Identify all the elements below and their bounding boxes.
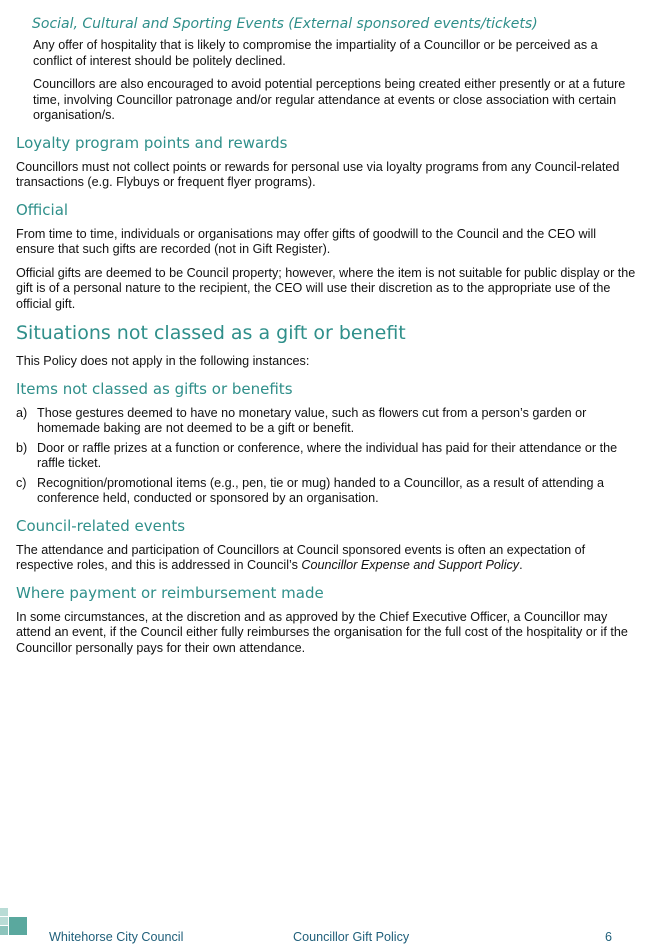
heading-loyalty: Loyalty program points and rewards [16,133,288,152]
events-paragraph [16,543,636,574]
footer-organisation: Whitehorse City Council [49,930,184,944]
council-logo-icon [0,908,28,938]
list-item [16,406,636,437]
events-text-end: . [519,558,523,572]
list-item-text: Those gestures deemed to have no monetary value, such as flowers cut from a person’s garden or homemade baking are not deemed to be a gift or benefit. [37,405,587,435]
footer-page-number: 6 [605,930,613,944]
items-list [16,406,636,507]
list-item-text: Recognition/promotional items (e.g., pen, tie or mug) handed to a Councillor, as a result of attending a conference held, conducted or sponsored by an organisation. [37,475,605,505]
heading-official: Official [16,200,69,219]
heading-payment: Where payment or reimbursement made [16,583,324,602]
list-item-text: Door or raffle prizes at a function or conference, where the individual has paid for their attendance or the raffle ticket. [37,440,618,470]
policy-reference: Councillor Expense and Support Policy [301,558,520,572]
official-paragraph-2: Official gifts are deemed to be Council property; however, where the item is not suitable for public display or the gift is of a personal nature to the recipient, the CEO will use their discretion as to the appropriate use of the official gift. [16,265,636,311]
list-marker: b) [16,440,28,455]
payment-paragraph: In some circumstances, at the discretion and as approved by the Chief Executive Officer, a Councillor may attend an event, if the Council either fully reimburses the organisation for the full cost of the hospitality or if the Councillor personally pays for their own attendance. [16,609,628,655]
list-item [16,441,636,472]
social-paragraph-1: Any offer of hospitality that is likely to compromise the impartiality of a Councillor or be perceived as a conflict of interest should be politely declined. [33,38,598,68]
situations-paragraph: This Policy does not apply in the following instances: [16,354,310,368]
heading-situations: Situations not classed as a gift or benefit [16,322,406,344]
list-item [16,476,636,507]
heading-items-not-gifts: Items not classed as gifts or benefits [16,379,293,398]
list-marker: a) [16,405,28,420]
heading-council-events: Council-related events [16,516,186,535]
official-paragraph-1: From time to time, individuals or organisations may offer gifts of goodwill to the Council and the CEO will ensure that such gifts are recorded (not in Gift Register). [16,226,597,256]
page-content [16,16,636,664]
social-paragraph-2: Councillors are also encouraged to avoid potential perceptions being created either presently or at a future time, involving Councillor patronage and/or regular attendance at events or close association with certain organisation/s. [33,77,626,122]
page-footer [0,900,652,945]
events-text: The attendance and participation of Councillors at Council sponsored events is often an expectation of respective roles, and this is addressed in Council’s [16,542,586,572]
loyalty-paragraph: Councillors must not collect points or rewards for personal use via loyalty programs from any Council-related transactions (e.g. Flybuys or frequent flyer programs). [16,159,620,189]
heading-social-events: Social, Cultural and Sporting Events (External sponsored events/tickets) [32,16,538,32]
list-marker: c) [16,475,27,490]
footer-document-title: Councillor Gift Policy [293,930,410,944]
